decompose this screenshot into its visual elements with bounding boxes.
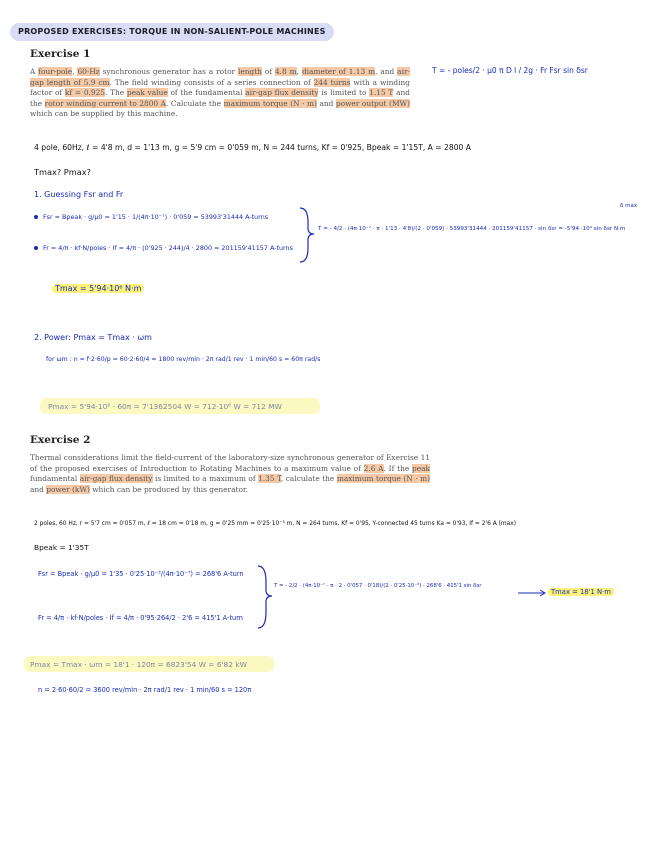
exercise-1-question: Tmax? Pmax? bbox=[34, 167, 91, 177]
ex2-brace bbox=[258, 566, 272, 628]
ex2-pmax-result: Pmax = Tmax · ωm = 18'1 · 120π = 6823'54 W = 6'82 kW bbox=[30, 660, 247, 669]
page-title: PROPOSED EXERCISES: TORQUE IN NON-SALIENT-POLE MACHINES bbox=[10, 23, 334, 41]
ex2-pmax-highlight bbox=[24, 656, 274, 672]
exercise-2-heading: Exercise 2 bbox=[30, 434, 91, 446]
ex2-fsr-calculation: Fsr = Bpeak · g/μ0 = 1'35 · 0'25·10⁻³/(4π·10⁻⁷) = 268'6 A-turn bbox=[38, 570, 244, 578]
pmax-result: Pmax = 5'94·10⁶ · 60π = 7'1362504 W = 712·10⁶ W = 712 MW bbox=[48, 402, 282, 411]
torque-formula: T = - poles/2 · μ0 π D l / 2g · Fr Fsr sin δsr bbox=[432, 66, 588, 75]
fsr-calculation: Fsr = Bpeak · g/μ0 = 1'15 · 1/(4π·10⁻⁷) · 0'059 = 53993'31444 A-turns bbox=[34, 213, 268, 221]
step-2-heading: 2. Power: Pmax = Tmax · ωm bbox=[34, 333, 152, 342]
exercise-1-statement: A four-pole, 60-Hz synchronous generator has a rotor length of 4.8 m, diameter of 1.13 m, and air-gap length of 5.9 cm. The field winding consists of a series connection of 244 turns with a winding factor of kf = 0.925. The peak value of the fundamental air-gap flux density is limited to 1.15 T and the rotor winding current to 2800 A. Calculate the maximum torque (N · m) and power output (MW) which can be supplied by this machine. bbox=[30, 67, 410, 119]
exercise-2-statement: Thermal considerations limit the field-current of the laboratory-size synchronous generator of Exercise 11 of the proposed exercises of Introduction to Rotating Machines to a maximum value of 2.6 A. If the peak fundamental air-gap flux density is limited to a maximum of 1.35 T, calculate the maximum torque (N · m) and power (kW) which can be produced by this generator. bbox=[30, 453, 431, 494]
exercise-1-heading: Exercise 1 bbox=[30, 48, 91, 60]
exercise-1-data: 4 pole, 60Hz, ℓ = 4'8 m, d = 1'13 m, g = 5'9 cm = 0'059 m, N = 244 turns, Kf = 0'925, Bpeak = 1'15T, A = 2800 A bbox=[34, 143, 471, 152]
delta-max-note: δ max bbox=[620, 203, 638, 209]
step-1-heading: 1. Guessing Fsr and Fr bbox=[34, 190, 124, 199]
ex2-wm-calculation: n = 2·60·60/2 = 3600 rev/min · 2π rad/1 rev · 1 min/60 s = 120π bbox=[38, 686, 252, 694]
ex1-brace bbox=[300, 208, 314, 262]
ex2-fr-calculation: Fr = 4/π · kf·N/poles · If = 4/π · 0'95·264/2 · 2'6 = 415'1 A-turn bbox=[38, 614, 243, 622]
exercise-2-bpeak: Bpeak = 1'35T bbox=[34, 543, 89, 552]
torque-expression: T = - 4/2 · (4π·10⁻⁷ · π · 1'13 · 4'8)/(2 · 0'059) · 53993'31444 · 201159'41157 · sin δsr = -5'94 ·10⁶ sin δsr N·m bbox=[318, 226, 626, 232]
fr-calculation: Fr = 4/π · kf·N/poles · If = 4/π · (0'925 · 244)/4 · 2800 = 201159'41157 A-turns bbox=[34, 244, 293, 252]
exercise-2-data: 2 poles, 60 Hz, r = 5'7 cm = 0'057 m, ℓ = 18 cm = 0'18 m, g = 0'25 mm = 0'25·10⁻³ m, N = 264 turns, Kf = 0'95, Y-connected 45 turns Ka = 0'93, If = 2'6 A (max) bbox=[34, 521, 517, 527]
pmax-highlight bbox=[40, 398, 320, 414]
wm-calculation: for ωm : n = f·2·60/p = 60·2·60/4 = 1800 rev/min · 2π rad/1 rev · 1 min/60 s = 60π rad/s bbox=[46, 356, 321, 363]
ex2-torque-expression: T = - 2/2 · (4π·10⁻⁷ · π · 2 · 0'057 · 0'18)/(2 · 0'25·10⁻³) · 268'6 · 415'1 sin δsr bbox=[274, 583, 482, 589]
tmax-result: Tmax = 5'94·10⁶ N·m bbox=[52, 284, 144, 293]
ex2-tmax-result: Tmax = 18'1 N·m bbox=[548, 588, 614, 596]
